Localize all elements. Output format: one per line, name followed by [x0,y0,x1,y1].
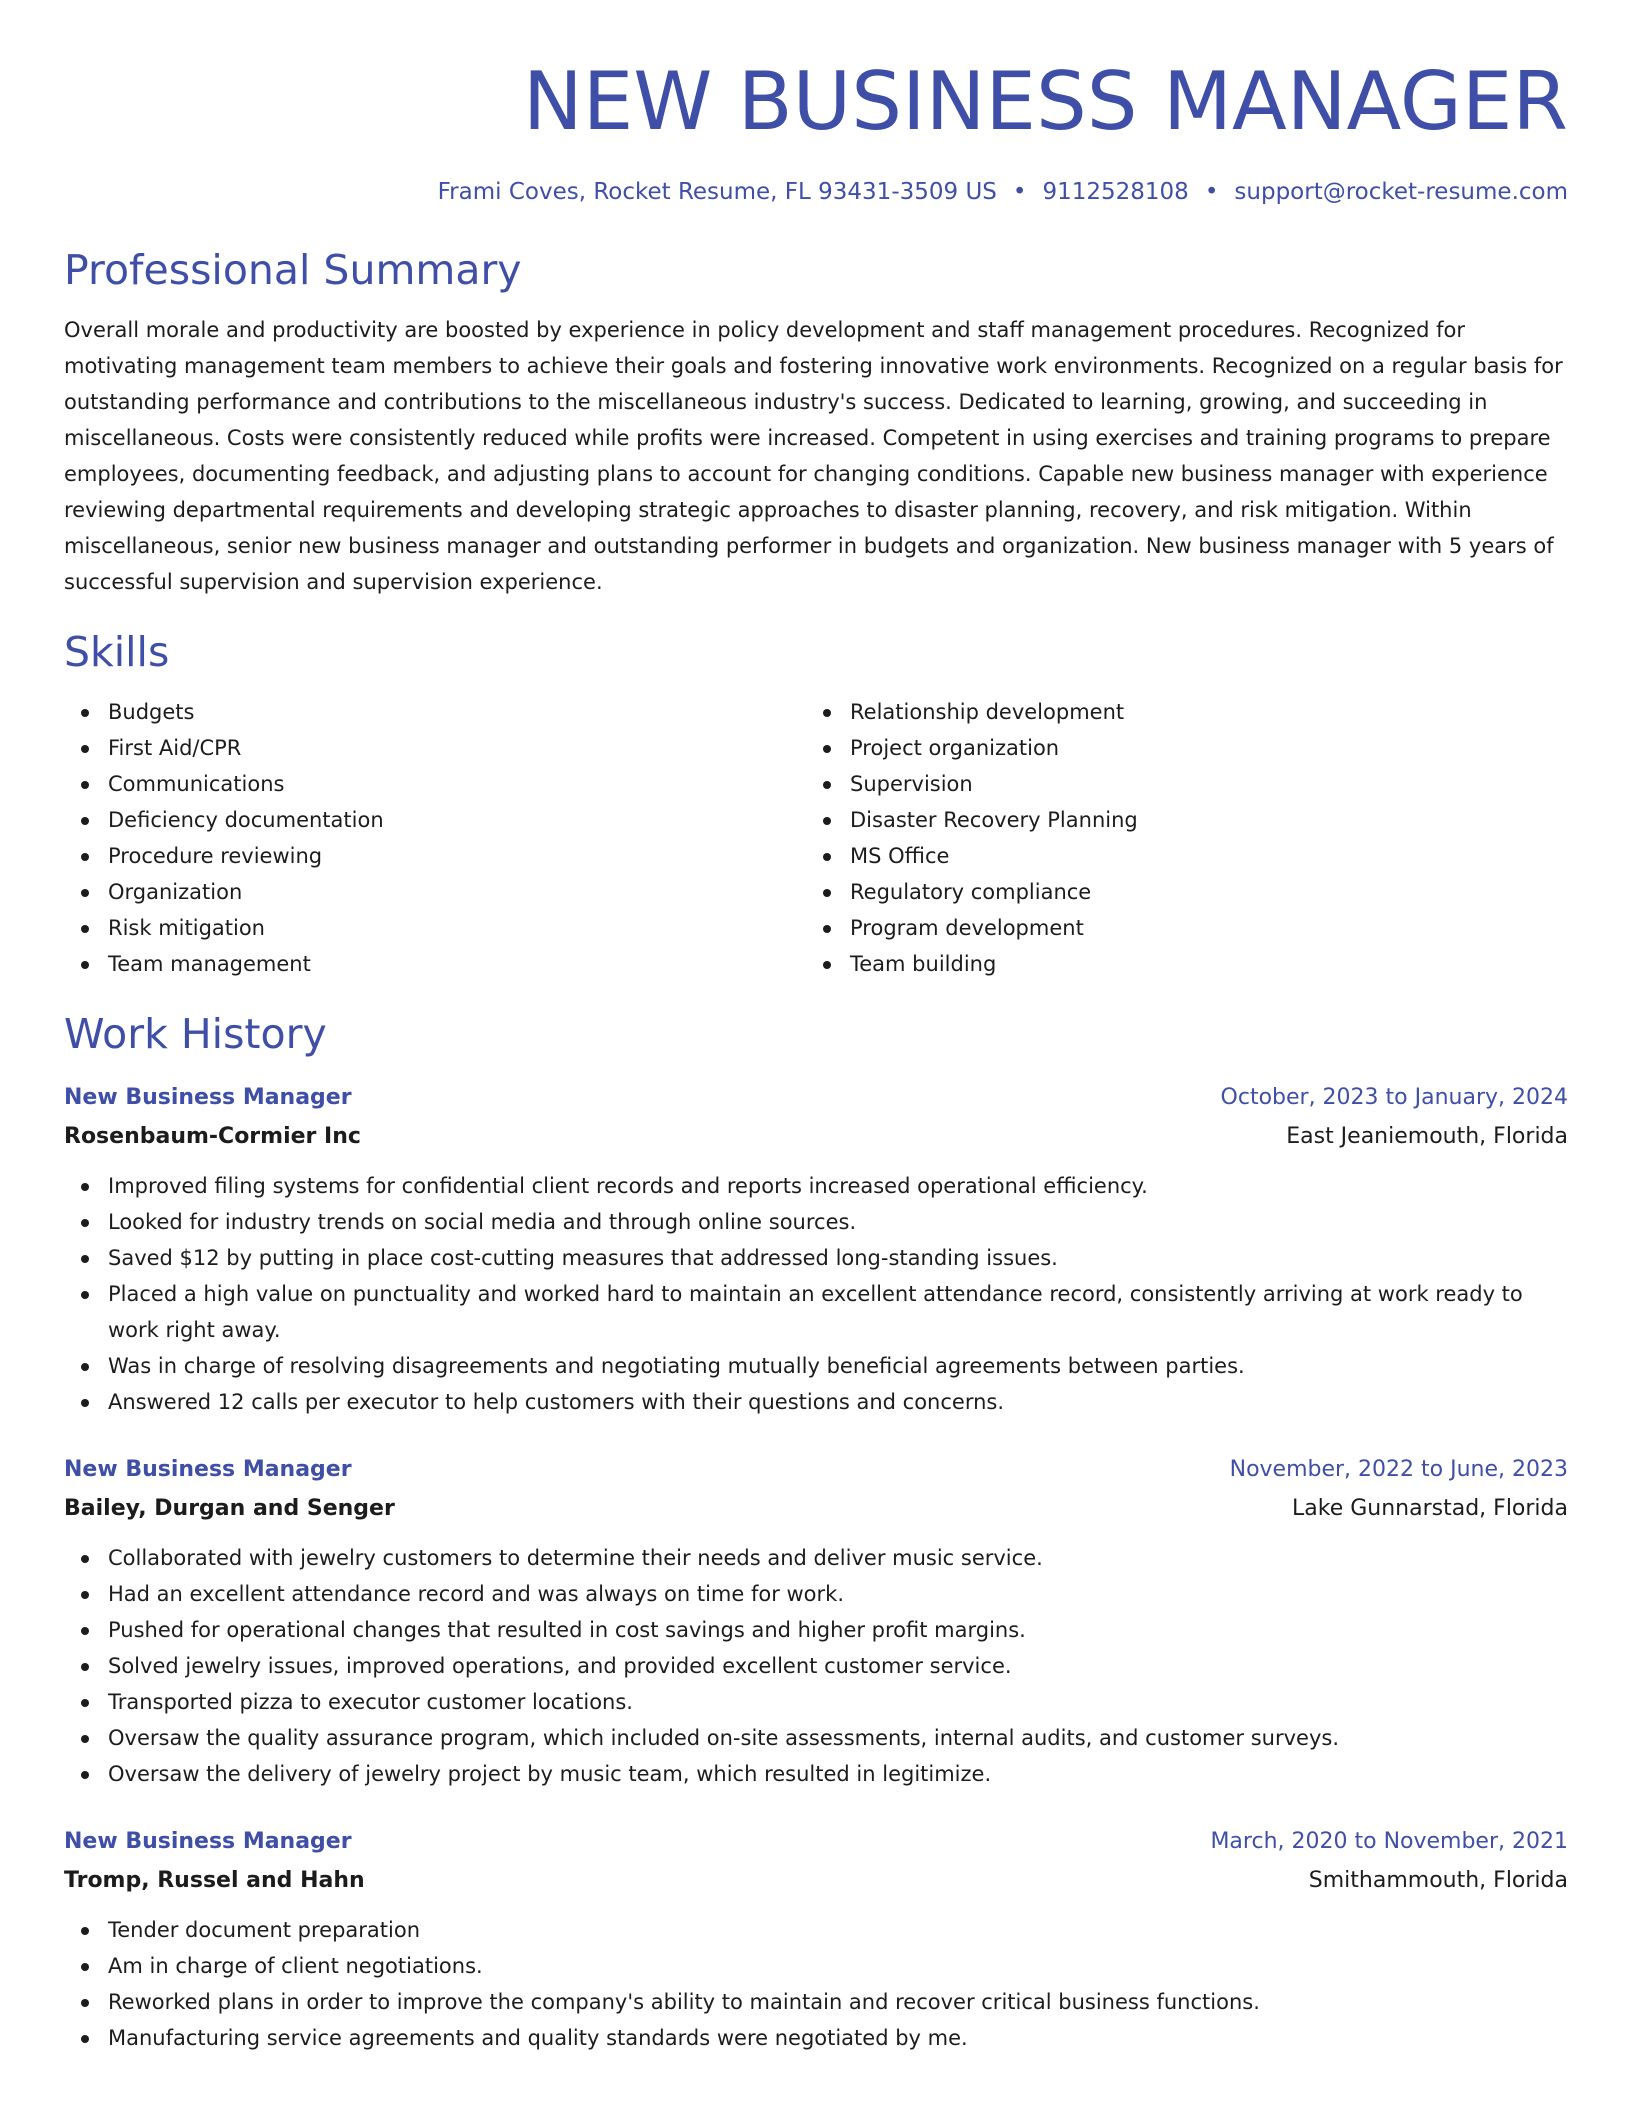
job-location: Smithammouth, Florida [1308,1868,1568,1893]
skill-item: Communications [64,766,806,802]
job-bullet: Pushed for operational changes that resulted in cost savings and higher profit margins. [64,1612,1568,1648]
work-history-heading: Work History [64,1010,327,1058]
job-title-row [64,1078,1568,1118]
job-entry [64,1078,1568,1420]
skill-item: Budgets [64,694,806,730]
skill-item: First Aid/CPR [64,730,806,766]
skills-list [64,694,1568,982]
job-location: East Jeaniemouth, Florida [1286,1124,1568,1149]
job-title: New Business Manager [64,1085,352,1110]
job-bullet: Reworked plans in order to improve the company's ability to maintain and recover critical business functions. [64,1984,1568,2020]
job-company-row [64,1490,1568,1528]
job-bullet: Collaborated with jewelry customers to determine their needs and deliver music service. [64,1540,1568,1576]
skills-column-right [806,694,1548,982]
contact-phone[interactable]: 9112528108 [1042,179,1189,205]
job-title: New Business Manager [64,1457,352,1482]
skill-item: Procedure reviewing [64,838,806,874]
job-bullet: Solved jewelry issues, improved operations, and provided excellent customer service. [64,1648,1568,1684]
job-company: Rosenbaum-Cormier Inc [64,1124,361,1149]
job-bullet: Improved filing systems for confidential client records and reports increased operational efficiency. [64,1168,1568,1204]
resume-page [64,0,1568,2056]
job-title: New Business Manager [64,1829,352,1854]
job-bullets [64,1912,1568,2056]
skill-item: Disaster Recovery Planning [806,802,1548,838]
job-location: Lake Gunnarstad, Florida [1292,1496,1568,1521]
skill-item: Deficiency documentation [64,802,806,838]
job-bullet: Oversaw the quality assurance program, which included on-site assessments, internal audits, and customer surveys. [64,1720,1568,1756]
skill-item: MS Office [806,838,1548,874]
job-title-row [64,1822,1568,1862]
job-company: Bailey, Durgan and Senger [64,1496,395,1521]
job-bullet: Placed a high value on punctuality and worked hard to maintain an excellent attendance record, consistently arriving at work ready to work right away. [64,1276,1568,1348]
skill-item: Team building [806,946,1548,982]
skill-item: Project organization [806,730,1548,766]
contact-email[interactable]: support@rocket-resume.com [1234,179,1568,205]
job-entry [64,1822,1568,2056]
job-bullet: Manufacturing service agreements and quality standards were negotiated by me. [64,2020,1568,2056]
job-bullet: Was in charge of resolving disagreements and negotiating mutually beneficial agreements between parties. [64,1348,1568,1384]
job-title-row [64,1450,1568,1490]
job-dates: November, 2022 to June, 2023 [1229,1457,1568,1482]
skills-column-left [64,694,806,982]
job-bullet: Saved $12 by putting in place cost-cutting measures that addressed long-standing issues. [64,1240,1568,1276]
job-bullet: Had an excellent attendance record and was always on time for work. [64,1576,1568,1612]
contact-separator: • [1012,179,1027,205]
job-entry [64,1450,1568,1792]
contact-line [64,176,1568,208]
summary-text: Overall morale and productivity are boosted by experience in policy development and staff management procedures. Recognized for motivating management team members to achieve their goals and fostering innovative work environments. Recognized on a regular basis for outstanding performance and contributions to the miscellaneous industry's success. Dedicated to learning, growing, and succeeding in miscellaneous. Costs were consistently reduced while profits were increased. Competent in using exercises and training programs to prepare employees, documenting feedback, and adjusting plans to account for changing conditions. Capable new business manager with experience reviewing departmental requirements and developing strategic approaches to disaster planning, recovery, and risk mitigation. Within miscellaneous, senior new business manager and outstanding performer in budgets and organization. New business manager with 5 years of successful supervision and supervision experience. [64,318,1563,594]
job-company-row [64,1862,1568,1900]
skill-item: Risk mitigation [64,910,806,946]
job-company: Tromp, Russel and Hahn [64,1868,365,1893]
resume-title: NEW BUSINESS MANAGER [522,55,1568,148]
skill-item: Supervision [806,766,1548,802]
summary-heading: Professional Summary [64,246,522,294]
job-bullet: Transported pizza to executor customer locations. [64,1684,1568,1720]
job-bullet: Am in charge of client negotiations. [64,1948,1568,1984]
job-dates: March, 2020 to November, 2021 [1210,1829,1568,1854]
job-bullet: Tender document preparation [64,1912,1568,1948]
contact-separator: • [1204,179,1219,205]
job-bullet: Oversaw the delivery of jewelry project by music team, which resulted in legitimize. [64,1756,1568,1792]
job-dates: October, 2023 to January, 2024 [1220,1085,1568,1110]
job-company-row [64,1118,1568,1156]
job-bullet: Looked for industry trends on social media and through online sources. [64,1204,1568,1240]
job-bullets [64,1540,1568,1792]
skill-item: Team management [64,946,806,982]
job-bullet: Answered 12 calls per executor to help customers with their questions and concerns. [64,1384,1568,1420]
skill-item: Program development [806,910,1548,946]
job-bullets [64,1168,1568,1420]
contact-address: Frami Coves, Rocket Resume, FL 93431-3509 US [437,179,997,205]
skill-item: Regulatory compliance [806,874,1548,910]
skills-heading: Skills [64,628,170,676]
skill-item: Relationship development [806,694,1548,730]
skill-item: Organization [64,874,806,910]
